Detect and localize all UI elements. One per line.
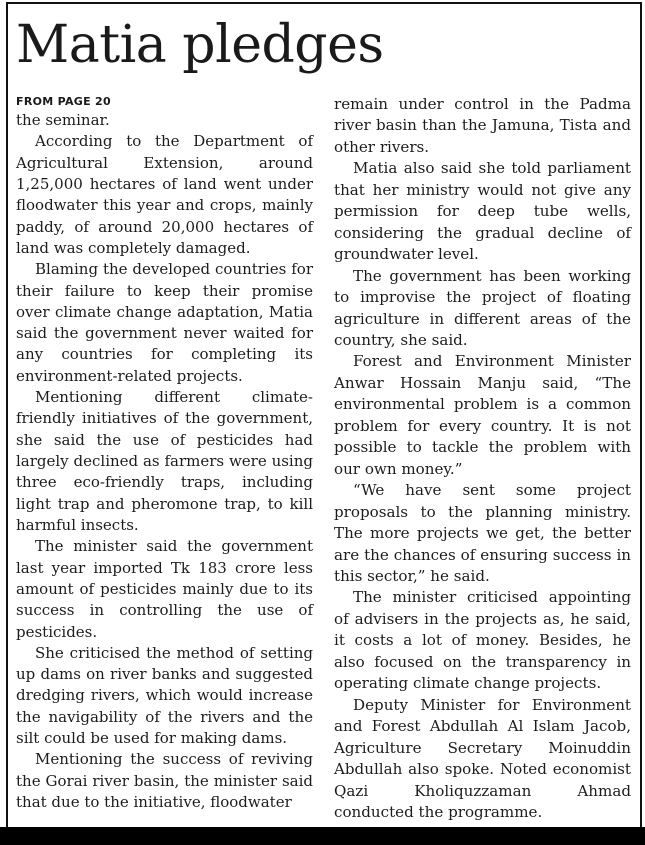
paragraph: Matia also said she told parliament that her ministry would not give any permission for deep tube wells, considering the gradual decline of groundwater level. (334, 159, 631, 264)
headline: Matia pledges (16, 15, 384, 75)
left-column (16, 92, 313, 813)
scan-bottom-edge (0, 827, 645, 845)
paragraph: Mentioning the success of reviving the Gorai river basin, the minister said that due to the initiative, floodwater (16, 750, 313, 811)
paragraph: The minister criticised appointing of advisers in the projects as, he said, it costs a lot of money. Besides, he also focused on the transparency in operating climate change projects. (334, 588, 631, 693)
paragraph: She criticised the method of setting up dams on river banks and suggested dredging rivers, which would increase the navigability of the rivers and the silt could be used for making dams. (16, 643, 313, 748)
continuation-kicker: FROM PAGE 20 (16, 95, 111, 108)
paragraph: the seminar. (16, 111, 110, 129)
paragraph: “We have sent some project proposals to the planning ministry. The more projects we get, the better are the chances of ensuring success in this sector,” he said. (334, 481, 631, 585)
paragraph: Forest and Environment Minister Anwar Hossain Manju said, “The environmental problem is a common problem for every country. It is not possible to tackle the problem with our own money.” (334, 352, 631, 478)
paragraph: The government has been working to improvise the project of floating agriculture in different areas of the country, she said. (334, 266, 631, 349)
paragraph: Mentioning different climate-friendly initiatives of the government, she said the use of pesticides had largely declined as farmers were using three eco-friendly traps, including light trap and pheromone trap, to kill harmful insects. (16, 388, 313, 534)
paragraph: Blaming the developed countries for their failure to keep their promise over climate change adaptation, Matia said the government never waited for any countries for completing its environment-related projects. (16, 260, 313, 385)
paragraph: remain under control in the Padma river basin than the Jamuna, Tista and other rivers. (334, 95, 631, 156)
paragraph: According to the Department of Agricultural Extension, around 1,25,000 hectares of land went under floodwater this year and crops, mainly paddy, of around 20,000 hectares of land was completely damaged. (16, 132, 313, 257)
paragraph: The minister said the government last year imported Tk 183 crore less amount of pesticides mainly due to its success in controlling the use of pesticides. (16, 537, 313, 641)
newspaper-clipping (6, 2, 642, 827)
right-column (334, 94, 631, 823)
paragraph: Deputy Minister for Environment and Forest Abdullah Al Islam Jacob, Agriculture Secretary Moinuddin Abdullah also spoke. Noted economist Qazi Kholiquzzaman Ahmad conducted the programme. (334, 695, 631, 821)
